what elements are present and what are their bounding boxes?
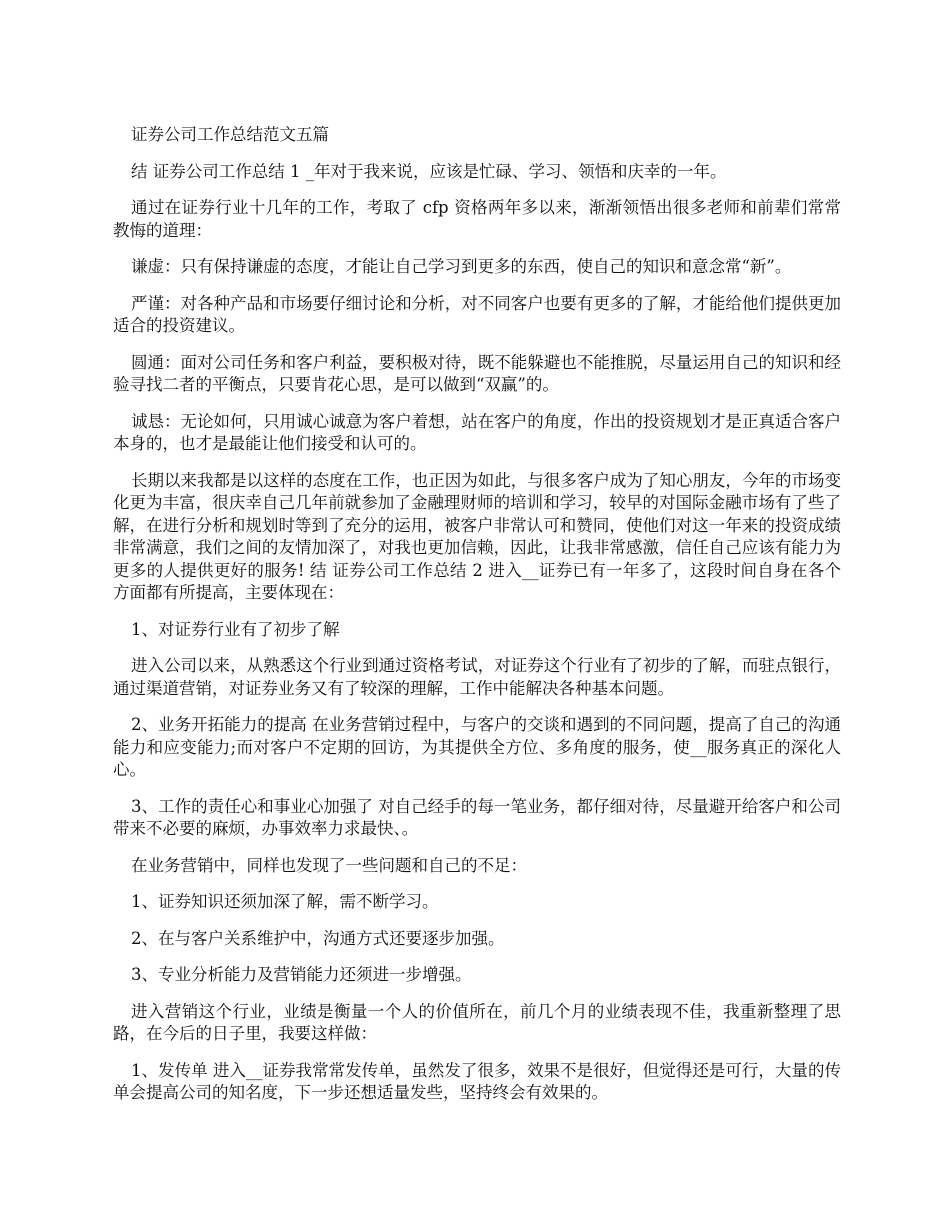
- paragraph-sincerity: 诚恳：无论如何，只用诚心诚意为客户着想，站在客户的角度，作出的投资规划才是正真适合客户本身的，也才是最能让他们接受和认可的。: [113, 411, 841, 453]
- list-item-analysis: 3、专业分析能力及营销能力还须进一步增强。: [131, 965, 472, 984]
- paragraph-rigor: 严谨：对各种产品和市场要仔细讨论和分析，对不同客户也要有更多的了解，才能给他们提供更加适合的投资建议。: [113, 293, 841, 335]
- list-item-business-development: 2、业务开拓能力的提高 在业务营销过程中，与客户的交谈和遇到的不同问题，提高了自己的沟通能力和应变能力;而对客户不定期的回访，为其提供全方位、多角度的服务，使__服务真正的深化人心。: [113, 715, 841, 779]
- document-page: [113, 124, 841, 1119]
- paragraph-insights: 通过在证券行业十几年的工作，考取了 cfp 资格两年多以来，渐渐领悟出很多老师和前辈们常常教悔的道理：: [113, 198, 841, 240]
- paragraph-flexibility: 圆通：面对公司任务和客户利益，要积极对待，既不能躲避也不能推脱，尽量运用自己的知识和经验寻找二者的平衡点，只要肯花心思，是可以做到“双赢”的。: [113, 352, 841, 394]
- paragraph-plans: 进入营销这个行业，业绩是衡量一个人的价值所在，前几个月的业绩表现不佳，我重新整理了思路，在今后的日子里，我要这样做：: [113, 1001, 841, 1043]
- paragraph-intro: 结 证券公司工作总结 1 _年对于我来说，应该是忙碌、学习、领悟和庆幸的一年。: [131, 161, 727, 181]
- list-item-communication: 2、在与客户关系维护中，沟通方式还要逐步加强。: [131, 928, 505, 948]
- list-item-responsibility: 3、工作的责任心和事业心加强了 对自己经手的每一笔业务，都仔细对待，尽量避开给客户和公司带来不必要的麻烦，办事效率力求最快、。: [113, 796, 841, 838]
- list-item-knowledge: 1、证券知识还须加深了解，需不断学习。: [131, 892, 439, 911]
- document-title: 证券公司工作总结范文五篇: [131, 125, 329, 144]
- paragraph-joining-company: 进入公司以来，从熟悉这个行业到通过资格考试，对证券这个行业有了初步的了解，而驻点银行，通过渠道营销，对证券业务又有了较深的理解，工作中能解决各种基本问题。: [113, 656, 841, 698]
- list-item-leaflets: 1、发传单 进入__证券我常常发传单，虽然发了很多，效果不是很好，但觉得还是可行，大量的传单会提高公司的知名度，下一步还想适量发些，坚持终会有效果的。: [113, 1060, 841, 1102]
- paragraph-modesty: 谦虚：只有保持谦虚的态度，才能让自己学习到更多的东西，使自己的知识和意念常“新”。: [131, 257, 792, 276]
- paragraph-long-term: 长期以来我都是以这样的态度在工作，也正因为如此，与很多客户成为了知心朋友，今年的市场变化更为丰富，很庆幸自己几年前就参加了金融理财师的培训和学习，较早的对国际金融市场有了些了解，在进行分析和规划时等到了充分的运用，被客户非常认可和赞同，使他们对这一年来的投资成绩非常满意，我们之间的友情加深了，对我也更加信赖，因此，让我非常感激，信任自己应该有能力为更多的人提供更好的服务! 结 证券公司工作总结 2 进入__证券已有一年多了，这段时间自身在各个方面都有所提高，主要体现在：: [113, 470, 841, 602]
- list-item-industry-understanding: 1、对证券行业有了初步了解: [131, 619, 340, 639]
- paragraph-shortcomings: 在业务营销中，同样也发现了一些问题和自己的不足：: [131, 855, 527, 875]
